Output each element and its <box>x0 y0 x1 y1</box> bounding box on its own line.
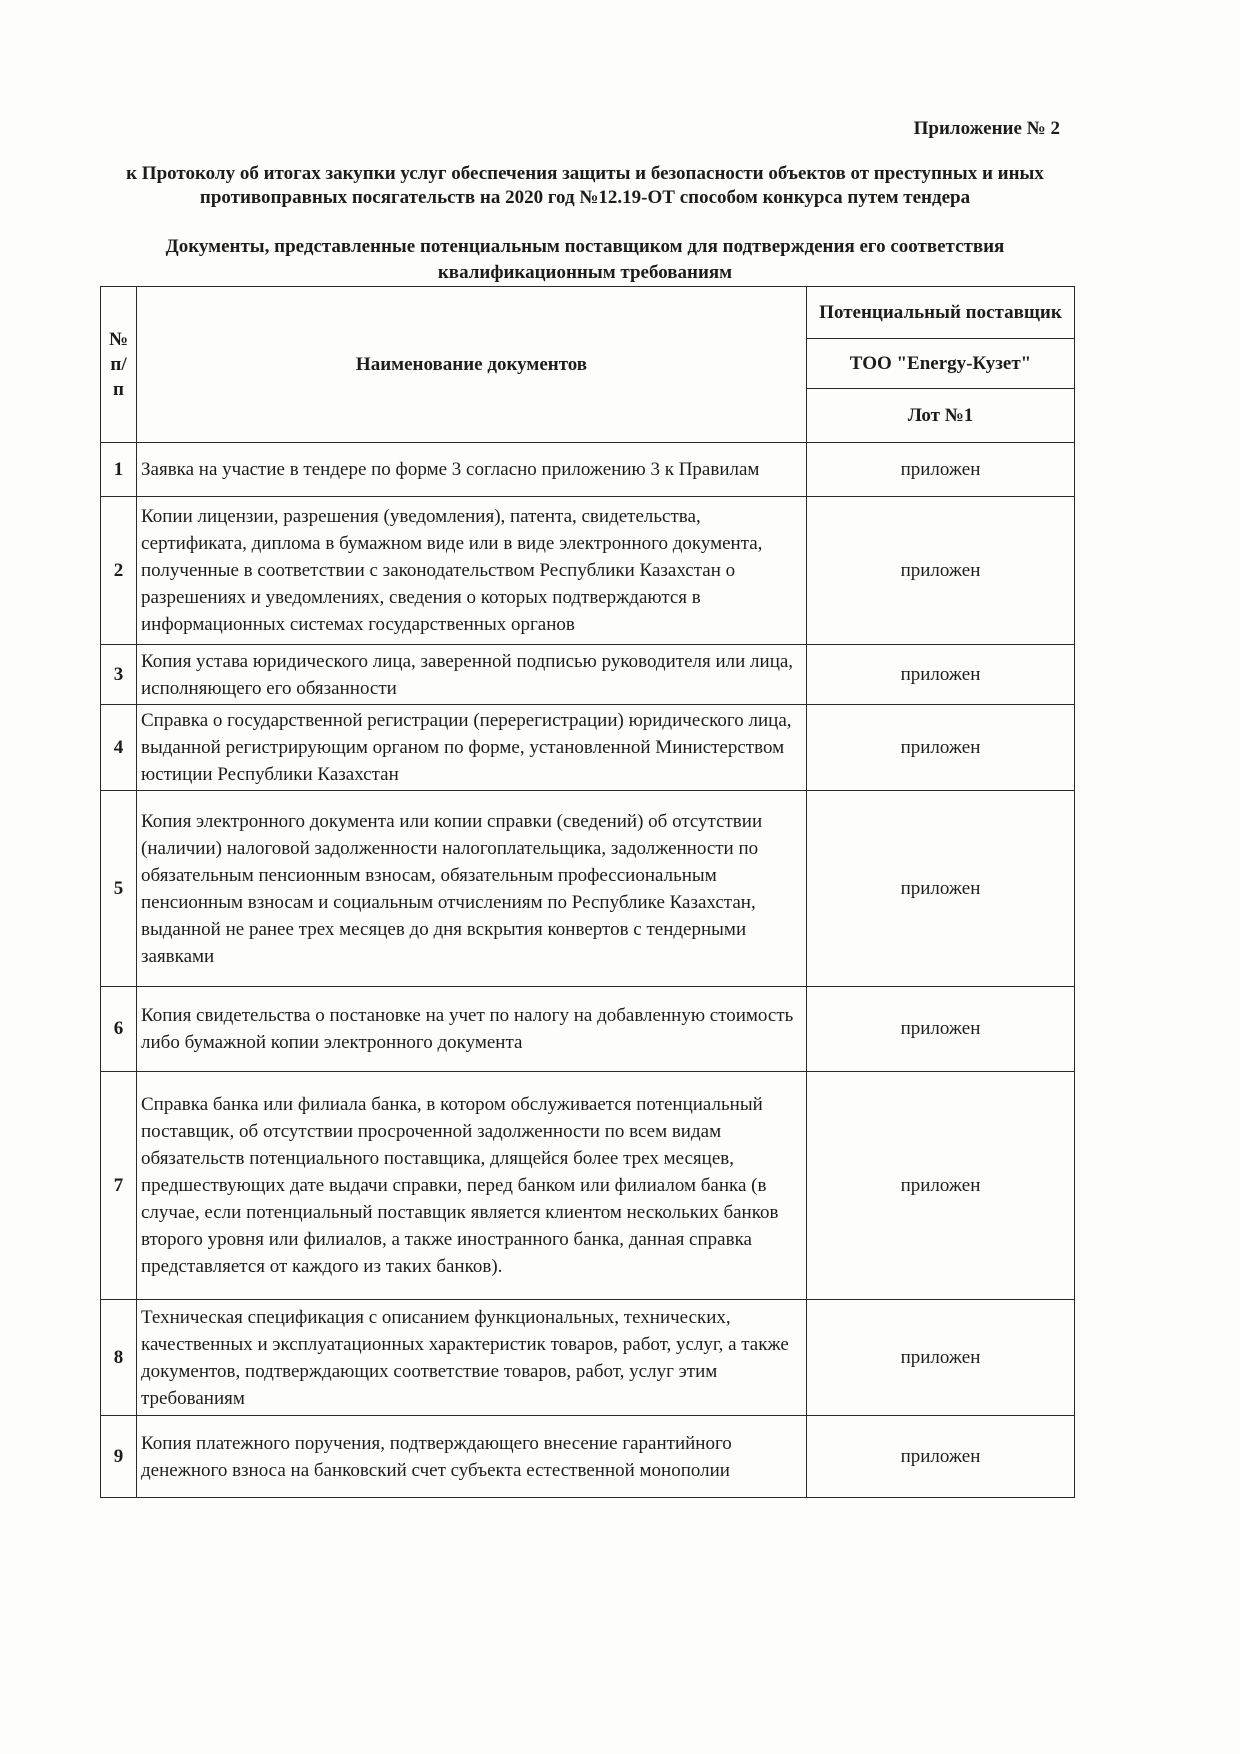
table-row <box>101 497 1075 645</box>
row-document-name: Копия электронного документа или копии справки (сведений) об отсутствии (наличии) налоговой задолженности налогоплательщика, задолженности по обязательным пенсионным взносам, обязательным профессиональным пенсионным взносам и социальным отчислениям по Республике Казахстан, выданной не ранее трех месяцев до дня вскрытия конвертов с тендерными заявками <box>137 791 807 987</box>
appendix-label: Приложение № 2 <box>913 118 1060 139</box>
row-document-name: Справка о государственной регистрации (перерегистрации) юридического лица, выданной регистрирующим органом по форме, установленной Министерством юстиции Республики Казахстан <box>137 705 807 791</box>
table-row <box>101 791 1075 987</box>
header-supplier-name: ТОО "Energy-Кузет" <box>807 339 1075 389</box>
row-status: приложен <box>807 987 1075 1072</box>
row-number: 9 <box>101 1416 137 1498</box>
table-row <box>101 987 1075 1072</box>
table-row <box>101 1300 1075 1416</box>
row-document-name: Копия устава юридического лица, заверенной подписью руководителя или лица, исполняющего его обязанности <box>137 645 807 705</box>
row-document-name: Копия платежного поручения, подтверждающего внесение гарантийного денежного взноса на банковский счет субъекта естественной монополии <box>137 1416 807 1498</box>
documents-heading: Документы, представленные потенциальным поставщиком для подтверждения его соответствия квалификационным требованиям <box>165 236 1005 283</box>
row-status: приложен <box>807 443 1075 497</box>
row-number: 3 <box>101 645 137 705</box>
row-number: 4 <box>101 705 137 791</box>
row-number: 2 <box>101 497 137 645</box>
row-number: 8 <box>101 1300 137 1416</box>
row-number: 7 <box>101 1072 137 1300</box>
row-status: приложен <box>807 1300 1075 1416</box>
table-row <box>101 645 1075 705</box>
row-number: 1 <box>101 443 137 497</box>
row-document-name: Заявка на участие в тендере по форме 3 согласно приложению 3 к Правилам <box>137 443 807 497</box>
row-document-name: Справка банка или филиала банка, в котором обслуживается потенциальный поставщик, об отсутствии просроченной задолженности по всем видам обязательств потенциального поставщика, длящейся более трех месяцев, предшествующих дате выдачи справки, перед банком или филиалом банка (в случае, если потенциальный поставщик является клиентом нескольких банков второго уровня или филиалов, а также иностранного банка, данная справка представляется от каждого из таких банков). <box>137 1072 807 1300</box>
row-document-name: Копия свидетельства о постановке на учет по налогу на добавленную стоимость либо бумажной копии электронного документа <box>137 987 807 1072</box>
row-number: 6 <box>101 987 137 1072</box>
row-status: приложен <box>807 791 1075 987</box>
documents-table <box>100 286 1075 1498</box>
row-status: приложен <box>807 1416 1075 1498</box>
row-document-name: Копии лицензии, разрешения (уведомления), патента, свидетельства, сертификата, диплома в бумажном виде или в виде электронного документа, полученные в соответствии с законодательством Республики Казахстан о разрешениях и уведомлениях, сведения о которых подтверждаются в информационных системах государственных органов <box>137 497 807 645</box>
header-lot: Лот №1 <box>807 389 1075 443</box>
table-row <box>101 705 1075 791</box>
header-document-name: Наименование документов <box>137 287 807 443</box>
row-document-name: Техническая спецификация с описанием функциональных, технических, качественных и эксплуатационных характеристик товаров, работ, услуг, а также документов, подтверждающих соответствие товаров, работ, услуг этим требованиям <box>137 1300 807 1416</box>
header-number: № п/п <box>101 287 137 443</box>
table-row <box>101 1416 1075 1498</box>
row-status: приложен <box>807 645 1075 705</box>
protocol-subtitle: к Протоколу об итогах закупки услуг обеспечения защиты и безопасности объектов от преступных и иных противоправных посягательств на 2020 год №12.19-ОТ способом конкурса путем тендера <box>126 163 1044 208</box>
row-number: 5 <box>101 791 137 987</box>
row-status: приложен <box>807 705 1075 791</box>
row-status: приложен <box>807 1072 1075 1300</box>
table-row <box>101 443 1075 497</box>
row-status: приложен <box>807 497 1075 645</box>
table-row <box>101 1072 1075 1300</box>
header-supplier: Потенциальный поставщик <box>807 287 1075 339</box>
